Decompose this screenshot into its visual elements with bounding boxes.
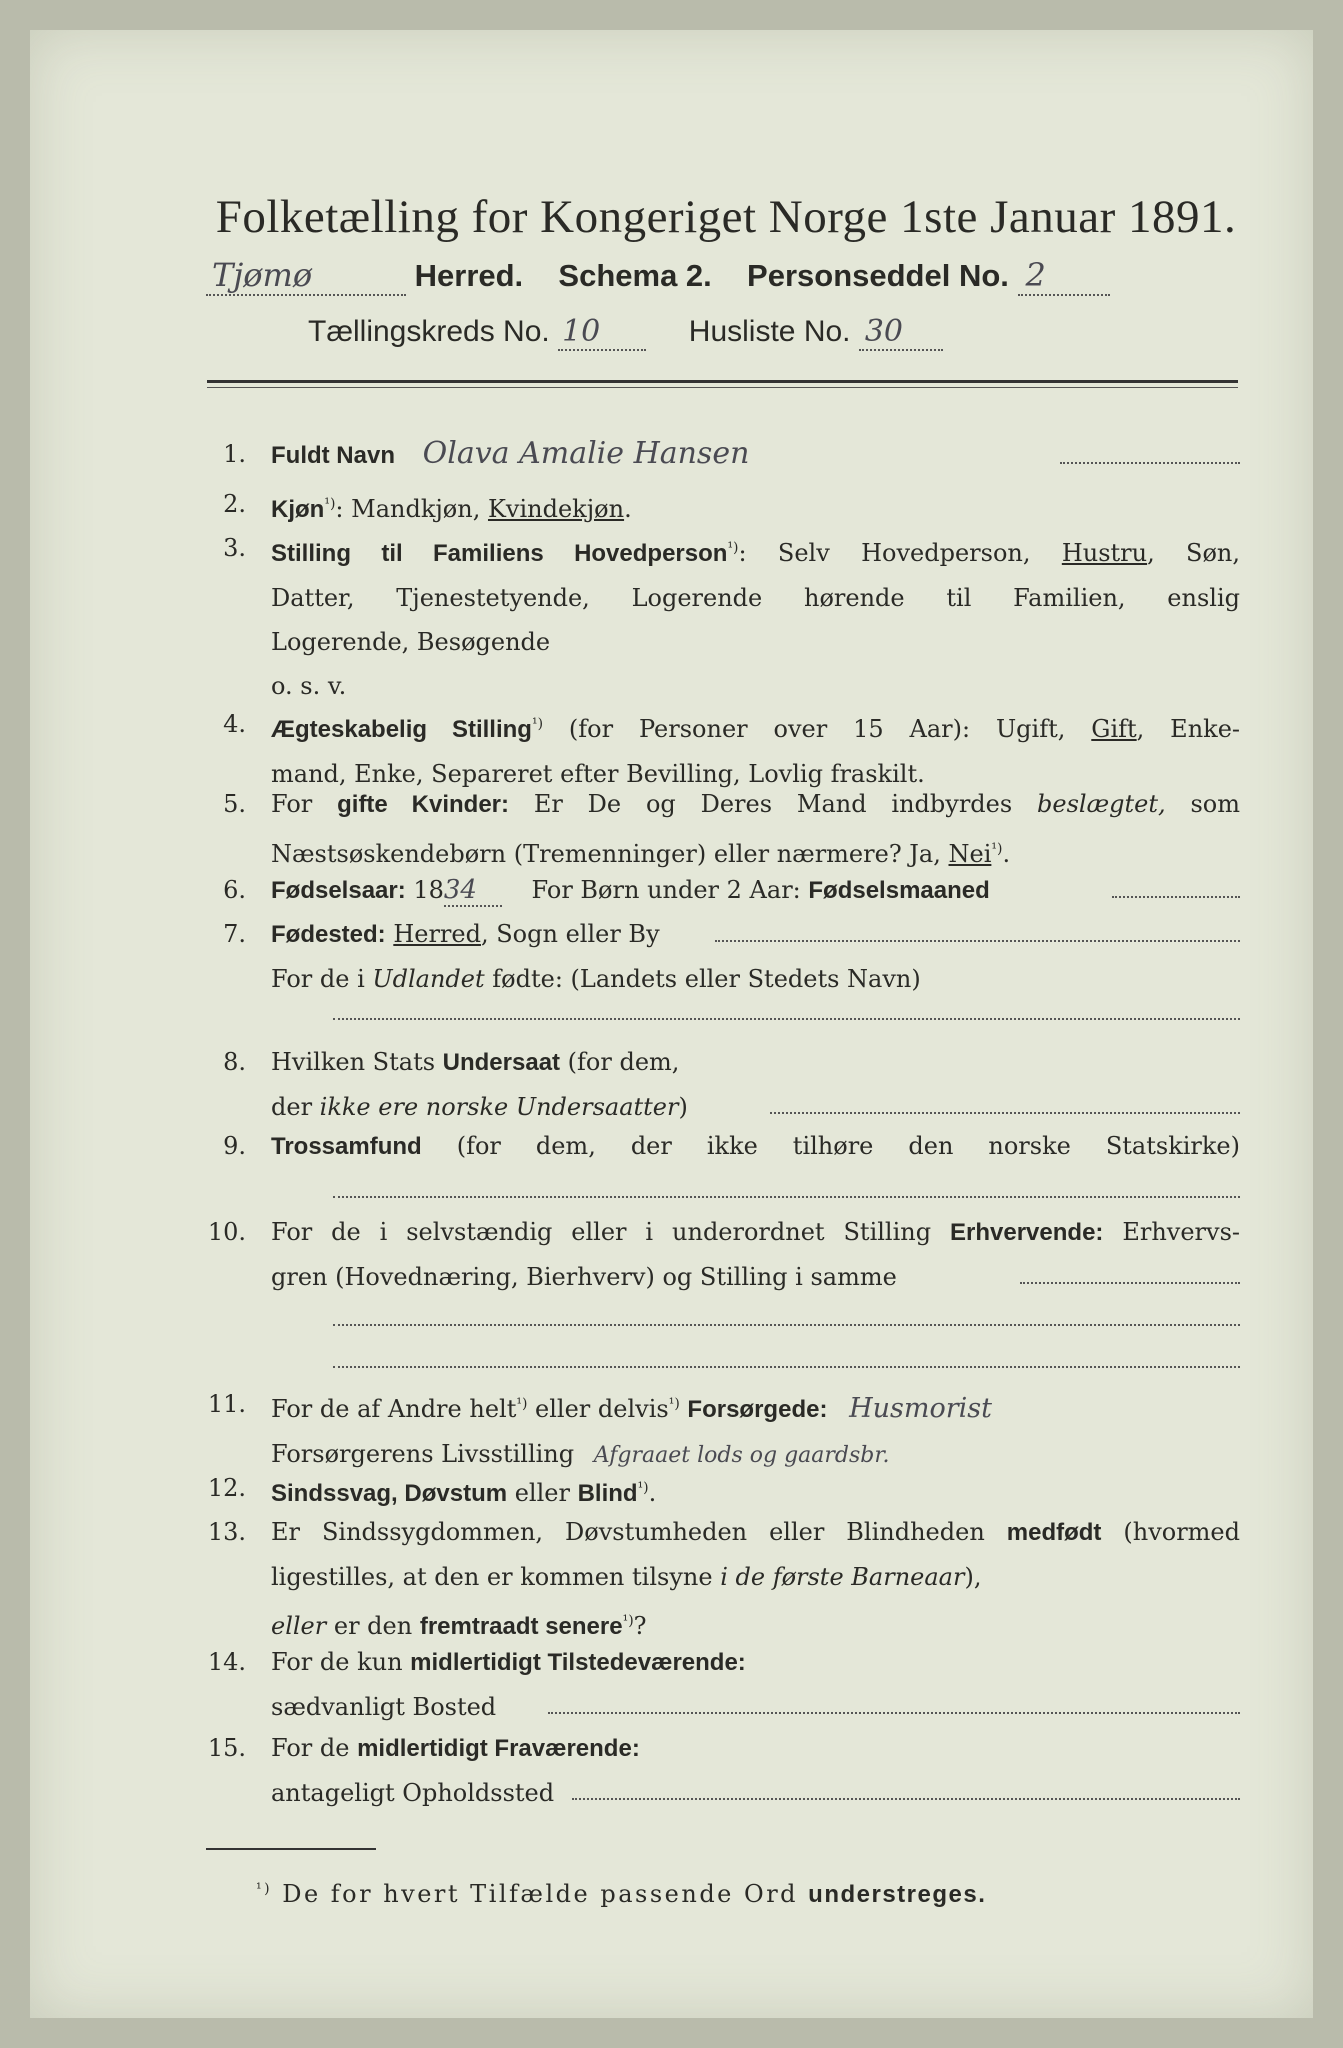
item-line: [271, 1510, 1240, 1555]
item-number: 10.: [207, 1218, 246, 1246]
footnote-text: De for hvert Tilfælde passende Ord: [272, 1880, 809, 1908]
item-text-italic: eller: [271, 1612, 327, 1640]
item-text: (hvormed: [1101, 1518, 1240, 1546]
item-5: [170, 782, 1240, 870]
item-text: Forsørgerens Livsstilling: [271, 1440, 575, 1468]
item-3: [170, 526, 1240, 702]
footnote-ref: ¹): [256, 1881, 273, 1897]
herred-field: [206, 256, 406, 296]
item-text: : Selv Hovedperson,: [738, 539, 1062, 567]
full-name-value: Olava Amalie Hansen: [422, 436, 750, 471]
item-text: For de af Andre helt: [271, 1395, 517, 1423]
item-number: 9.: [223, 1132, 246, 1160]
item-8: [170, 1040, 1240, 1128]
taellingskreds-value: 10: [562, 314, 601, 349]
item-text: som: [1165, 790, 1241, 818]
item-label: midlertidigt Fraværende:: [357, 1735, 640, 1762]
item-text: For de kun: [271, 1648, 411, 1676]
item-line: gren (Hovednæring, Bierhverv) og Stilling i samme: [271, 1263, 897, 1291]
footnote-ref: ¹): [668, 1396, 680, 1412]
dotted-fill: [572, 1798, 1240, 1800]
underlined-option: Kvindekjøn: [487, 495, 625, 523]
item-line: [271, 782, 1240, 827]
underlined-option: Herred: [393, 920, 481, 948]
item-text: ),: [964, 1563, 982, 1591]
item-line: sædvanligt Bosted: [271, 1693, 497, 1721]
item-label: Erhvervende:: [950, 1219, 1104, 1246]
item-number: 12.: [207, 1474, 246, 1502]
husliste-field: [859, 314, 943, 351]
birth-year-value: 34: [443, 875, 477, 905]
item-10: [170, 1210, 1240, 1342]
item-text: : Mandkjøn,: [335, 495, 488, 523]
taellingskreds-label: Tællingskreds No.: [308, 315, 550, 348]
herred-label: Herred.: [414, 258, 524, 293]
footnote-ref: ¹): [516, 1396, 528, 1412]
page-title: Folketælling for Kongeriget Norge 1ste Januar 1891.: [215, 191, 1237, 243]
item-line: [271, 1382, 1240, 1432]
item-text: For: [271, 790, 338, 818]
personseddel-field: [1018, 256, 1110, 296]
item-text: (for Personer over 15 Aar): Ugift,: [543, 715, 1092, 743]
supporter-occupation-value: Afgraaet lods og gaardsbr.: [593, 1443, 890, 1468]
item-line: Logerende, Besøgende: [271, 628, 551, 656]
taellingskreds-field: [558, 314, 646, 351]
item-1: [170, 432, 1240, 476]
footnote-ref: ¹): [727, 540, 739, 556]
footnote: [256, 1880, 986, 1909]
item-text: er den: [326, 1612, 420, 1640]
item-text: .: [624, 495, 632, 523]
item-text: der: [271, 1093, 320, 1121]
dotted-fill: [715, 940, 1240, 942]
item-line: [271, 957, 1240, 1001]
item-text: , Enke-: [1136, 715, 1241, 743]
personseddel-label: Personseddel No.: [747, 258, 1009, 293]
item-line: [271, 912, 1240, 957]
personseddel-value: 2: [1025, 256, 1046, 294]
dotted-fill: [1060, 462, 1240, 464]
item-text: ligestilles, at den er kommen tilsyne: [271, 1563, 721, 1591]
herred-line: [206, 256, 1110, 296]
item-text: eller delvis: [527, 1395, 669, 1423]
supporter-value: Husmorist: [849, 1393, 992, 1424]
footnote-rule: [206, 1848, 376, 1850]
item-line: [271, 1040, 1240, 1085]
dotted-fill: [333, 1324, 1240, 1326]
footnote-ref: ¹): [622, 1613, 634, 1629]
item-number: 15.: [207, 1734, 246, 1762]
dotted-fill: [1020, 1282, 1240, 1284]
item-number: 2.: [223, 490, 246, 518]
item-number: 3.: [223, 534, 246, 562]
item-text-italic: ikke ere norske Undersaatter: [319, 1093, 679, 1121]
footnote-ref: ¹): [531, 716, 544, 732]
item-14: [170, 1640, 1240, 1728]
dotted-fill: [548, 1712, 1240, 1714]
item-4: [170, 702, 1240, 790]
schema-label: Schema 2.: [558, 258, 712, 293]
item-label: Fødselsaar:: [271, 877, 406, 904]
year-prefix: 18: [405, 876, 444, 904]
item-text: For de: [271, 1734, 358, 1762]
dotted-fill: [770, 1112, 1240, 1114]
item-number: 14.: [207, 1648, 246, 1676]
item-line: [271, 1726, 1240, 1771]
item-label: gifte Kvinder:: [337, 791, 509, 818]
item-text: For de i selvstændig eller i underordnet Stilling: [271, 1218, 951, 1246]
dotted-fill: [333, 1196, 1240, 1198]
item-text: Hvilken Stats: [271, 1048, 443, 1076]
dotted-fill: [333, 1366, 1240, 1368]
item-line: [271, 1124, 1240, 1169]
footnote-ref: ¹): [991, 841, 1003, 857]
item-label: Fødselsmaaned: [808, 877, 990, 904]
item-text: (for dem,: [560, 1048, 680, 1076]
item-15: [170, 1726, 1240, 1814]
item-text: ): [678, 1093, 688, 1121]
item-text-italic: beslægtet,: [1037, 790, 1166, 818]
underlined-option: Gift: [1091, 715, 1137, 743]
dotted-fill: [1112, 896, 1240, 898]
item-text: eller: [507, 1479, 578, 1507]
item-label: Blind: [577, 1480, 638, 1507]
header-rule-thin: [207, 387, 1238, 388]
item-number: 11.: [207, 1390, 246, 1418]
item-text: (for dem, der ikke tilhøre den norske Statskirke): [421, 1132, 1240, 1160]
husliste-value: 30: [864, 314, 904, 349]
item-text: For de i: [271, 965, 373, 993]
item-line: [271, 1640, 1240, 1685]
item-line: o. s. v.: [271, 672, 347, 700]
header-rule: [207, 380, 1238, 383]
footnote-emphasis: understreges.: [808, 1881, 987, 1908]
item-text: For Børn under 2 Aar:: [531, 876, 809, 904]
item-number: 13.: [207, 1518, 246, 1546]
husliste-label: Husliste No.: [688, 315, 851, 348]
item-text: , Sogn eller By: [480, 920, 660, 948]
item-line: mand, Enke, Separeret efter Bevilling, Lovlig fraskilt.: [271, 760, 925, 788]
item-text-italic: i de første Barneaar: [720, 1563, 965, 1591]
item-text: .: [1002, 840, 1011, 868]
item-label: Stilling til Familiens Hovedperson: [271, 540, 728, 567]
item-label: Fuldt Navn: [271, 442, 395, 469]
item-line: antageligt Opholdssted: [271, 1779, 555, 1807]
item-label: medfødt: [1006, 1519, 1102, 1546]
dotted-fill: [333, 1018, 1240, 1020]
underlined-option: Hustru: [1061, 539, 1148, 567]
item-7: [170, 912, 1240, 1044]
item-text: Erhvervs-: [1103, 1218, 1241, 1246]
item-number: 8.: [223, 1048, 246, 1076]
item-line: Datter, Tjenestetyende, Logerende hørende til Familien, enslig: [271, 584, 1240, 612]
item-9: [170, 1124, 1240, 1212]
item-number: 7.: [223, 920, 246, 948]
item-text: Er Sindssygdommen, Døvstumheden eller Blindheden: [271, 1518, 1007, 1546]
item-label: Kjøn: [271, 496, 325, 523]
item-line: [271, 1085, 1240, 1129]
item-11: [170, 1382, 1240, 1470]
item-text: , Søn,: [1147, 539, 1241, 567]
item-line: [271, 526, 1240, 576]
item-label: Undersaat: [442, 1049, 561, 1076]
item-text-italic: Udlandet: [372, 965, 485, 993]
item-text: ?: [633, 1612, 647, 1640]
item-text: Næstsøskendebørn (Tremenninger) eller nærmere? Ja,: [271, 840, 949, 868]
item-number: 6.: [223, 876, 246, 904]
census-form-sheet: [30, 30, 1313, 2018]
herred-value: Tjømø: [212, 256, 313, 294]
item-label: Fødested:: [271, 921, 386, 948]
item-label: Ægteskabelig Stilling: [271, 716, 532, 743]
item-number: 1.: [223, 440, 246, 468]
item-label: Forsørgede:: [687, 1396, 828, 1423]
item-label: Sindssvag, Døvstum: [271, 1480, 508, 1507]
item-label: Trossamfund: [271, 1133, 422, 1160]
underlined-option: Nei: [948, 840, 992, 868]
item-13: [170, 1510, 1240, 1642]
taellingskreds-line: [308, 314, 943, 351]
item-line: [271, 702, 1240, 752]
item-line: [271, 1555, 1240, 1599]
item-line: [271, 1210, 1240, 1255]
item-label: fremtraadt senere: [419, 1613, 623, 1640]
footnote-ref: ¹): [324, 496, 336, 512]
item-label: midlertidigt Tilstedeværende:: [410, 1649, 746, 1676]
footnote-ref: ¹): [637, 1480, 649, 1496]
item-text: Er De og Deres Mand indbyrdes: [509, 790, 1038, 818]
item-text: fødte: (Landets eller Stedets Navn): [484, 965, 921, 993]
item-text: .: [648, 1479, 657, 1507]
item-number: 5.: [223, 790, 246, 818]
item-number: 4.: [223, 710, 246, 738]
